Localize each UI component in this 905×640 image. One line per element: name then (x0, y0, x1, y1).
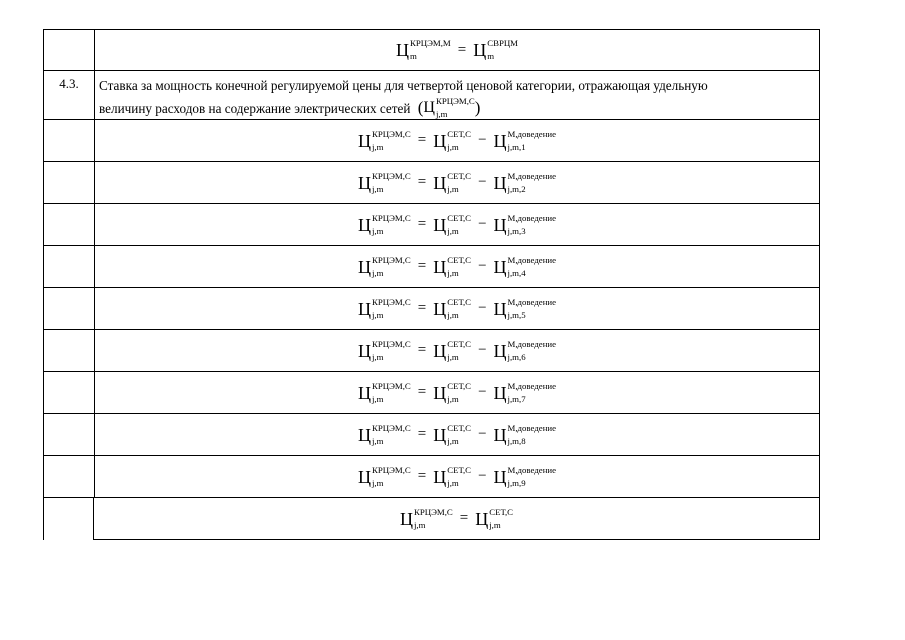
formula: Ц КРЦЭМ,C j,m = Ц СЕТ,C j,m − Ц М,доведение j,m,5 (357, 296, 557, 320)
equals-sign: = (459, 510, 469, 526)
table-row (43, 246, 820, 288)
row-number (44, 414, 95, 455)
minus-sign: − (478, 468, 487, 484)
formula-cell (95, 246, 819, 287)
equals-sign: = (417, 384, 427, 400)
formula-cell (95, 372, 819, 413)
table-row (43, 162, 820, 204)
equals-sign: = (417, 342, 427, 358)
description-line: величину расходов на содержание электрических сетей (99, 101, 411, 116)
equals-sign: = (417, 468, 427, 484)
minus-sign: − (478, 174, 487, 190)
minus-sign: − (478, 426, 487, 442)
row-number (44, 246, 95, 287)
table-row (43, 456, 820, 498)
formula: Ц КРЦЭМ,C j,m = Ц СЕТ,C j,m − Ц М,доведение j,m,1 (357, 128, 557, 152)
formula-table (43, 29, 820, 540)
table-row (43, 330, 820, 372)
formula: Ц КРЦЭМ,C j,m = Ц СЕТ,C j,m − Ц М,доведение j,m,4 (357, 254, 557, 278)
equals-sign: = (417, 426, 427, 442)
formula-cell (95, 414, 819, 455)
formula-cell (95, 204, 819, 245)
row-number (43, 498, 94, 540)
formula-term: Ц СВРЦМ m (473, 38, 519, 61)
equals-sign: = (417, 300, 427, 316)
formula: Ц КРЦЭМ,C j,m = Ц СЕТ,C j,m − Ц М,доведение j,m,8 (357, 422, 557, 446)
formula: Ц КРЦЭМ,C j,m = Ц СЕТ,C j,m (399, 506, 514, 530)
row-number: 4.3. (44, 71, 95, 119)
table-row (43, 288, 820, 330)
minus-sign: − (478, 384, 487, 400)
equals-sign: = (417, 258, 427, 274)
row-number (44, 120, 95, 161)
row-number (44, 162, 95, 203)
table-row (43, 204, 820, 246)
formula-cell (95, 330, 819, 371)
formula-cell (94, 498, 820, 540)
table-row (43, 498, 820, 540)
description-line: Ставка за мощность конечной регулируемой цены для четвертой ценовой категории, отражающая удельную (99, 78, 708, 93)
minus-sign: − (478, 342, 487, 358)
row-number (44, 330, 95, 371)
formula: Ц КРЦЭМ,C j,m = Ц СЕТ,C j,m − Ц М,доведение j,m,2 (357, 170, 557, 194)
formula: Ц КРЦЭМ,C j,m = Ц СЕТ,C j,m − Ц М,доведение j,m,9 (357, 464, 557, 488)
formula-cell (95, 120, 819, 161)
table-row (43, 29, 820, 71)
formula: Ц КРЦЭМ,C j,m = Ц СЕТ,C j,m − Ц М,доведение j,m,7 (357, 380, 557, 404)
minus-sign: − (478, 258, 487, 274)
equals-sign: = (417, 174, 427, 190)
row-number (44, 456, 95, 497)
row-number (44, 30, 95, 70)
formula-cell (95, 30, 819, 70)
formula-cell (95, 456, 819, 497)
formula-cell (95, 162, 819, 203)
inline-formula: ( Ц КРЦЭМ,C j,m ) (417, 96, 481, 119)
minus-sign: − (478, 300, 487, 316)
description-cell (95, 71, 819, 119)
formula-lhs: Ц КРЦЭМ,М m (395, 38, 451, 61)
table-row (43, 120, 820, 162)
formula-cell (95, 288, 819, 329)
formula: Ц КРЦЭМ,C j,m = Ц СЕТ,C j,m − Ц М,доведение j,m,6 (357, 338, 557, 362)
formula (396, 39, 518, 61)
table-row (43, 372, 820, 414)
table-row (43, 71, 820, 120)
minus-sign: − (478, 216, 487, 232)
row-number (44, 288, 95, 329)
equals-sign: = (417, 132, 427, 148)
equals-sign: = (457, 41, 467, 58)
formula: Ц КРЦЭМ,C j,m = Ц СЕТ,C j,m − Ц М,доведение j,m,3 (357, 212, 557, 236)
equals-sign: = (417, 216, 427, 232)
table-row (43, 414, 820, 456)
minus-sign: − (478, 132, 487, 148)
row-number (44, 204, 95, 245)
row-number (44, 372, 95, 413)
